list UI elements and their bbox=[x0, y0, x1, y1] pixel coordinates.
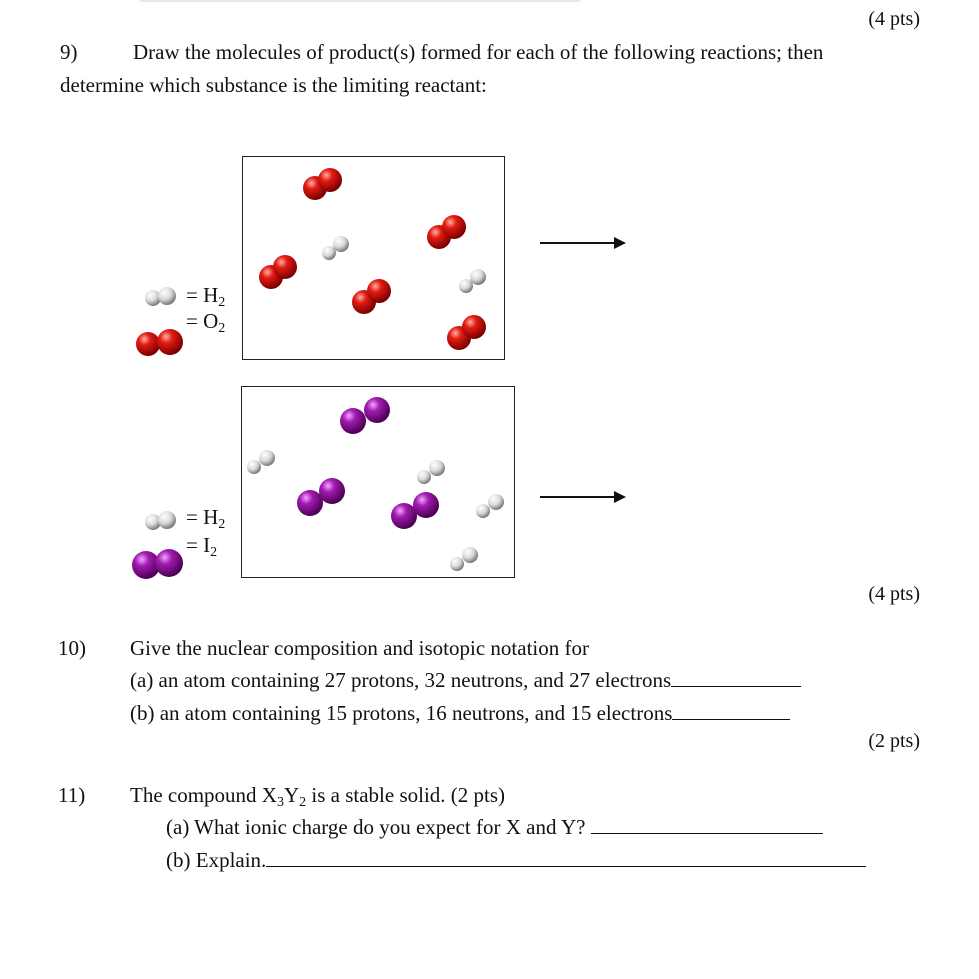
legend-i2-label: = $I_2$ bbox=[186, 533, 218, 560]
legend-o2-label: = $O_2$ bbox=[186, 309, 226, 336]
h2-molecule bbox=[247, 450, 275, 474]
q11-part-b: (b) Explain. bbox=[166, 848, 866, 873]
q9-points: (4 pts) bbox=[868, 8, 920, 30]
q11-stem: The compound $X_3Y_2$ is a stable solid. (2 pts) bbox=[130, 783, 506, 810]
i2-molecule bbox=[340, 397, 390, 434]
h2-molecule bbox=[459, 269, 486, 293]
h2-molecule bbox=[417, 460, 445, 484]
reaction-arrow-1 bbox=[540, 242, 624, 244]
q10-part-a-answer-blank[interactable] bbox=[671, 668, 801, 687]
q10-part-b-answer-blank[interactable] bbox=[672, 701, 790, 720]
legend-o2-molecule bbox=[132, 328, 188, 358]
reaction-arrow-2 bbox=[540, 496, 624, 498]
q11-part-a: (a) What ionic charge do you expect for X and Y? bbox=[166, 815, 823, 840]
legend-i2-molecule bbox=[128, 548, 188, 580]
cropped-top-text bbox=[140, 0, 580, 2]
q10-part-b: (b) an atom containing 15 protons, 16 neutrons, and 15 electrons bbox=[130, 701, 790, 726]
legend-h2-label-1: = $H_2$ bbox=[186, 283, 226, 310]
q10-text-line1: Give the nuclear composition and isotopic notation for bbox=[130, 636, 589, 660]
reaction-box-2 bbox=[241, 386, 515, 578]
reaction-box-2-molecules bbox=[242, 387, 516, 579]
q9-text-line1: Draw the molecules of product(s) formed for each of the following reactions; then bbox=[133, 40, 824, 64]
q11-number: 11) bbox=[58, 783, 86, 807]
o2-molecule bbox=[352, 279, 391, 314]
reaction-box-1 bbox=[242, 156, 505, 360]
o2-molecule bbox=[427, 215, 466, 249]
o2-molecule bbox=[303, 168, 342, 200]
legend-h2-label-2: = $H_2$ bbox=[186, 505, 226, 532]
h2-molecule bbox=[450, 547, 478, 571]
q11-points: (2 pts) bbox=[868, 730, 920, 752]
reaction-box-1-molecules bbox=[243, 157, 506, 361]
h2-molecule bbox=[322, 236, 349, 260]
q10-points: (4 pts) bbox=[868, 583, 920, 605]
legend-h2-molecule-1 bbox=[140, 284, 180, 308]
q9-text-line2: determine which substance is the limiting reactant: bbox=[60, 73, 487, 97]
i2-molecule bbox=[297, 478, 345, 516]
q9-number: 9) bbox=[60, 40, 78, 64]
q11-part-b-answer-blank[interactable] bbox=[266, 848, 866, 867]
q11-part-a-answer-blank[interactable] bbox=[591, 815, 823, 834]
q10-number: 10) bbox=[58, 636, 86, 660]
legend-h2-molecule-2 bbox=[140, 508, 180, 532]
i2-molecule bbox=[391, 492, 439, 529]
o2-molecule bbox=[447, 315, 486, 350]
o2-molecule bbox=[259, 255, 297, 289]
h2-molecule bbox=[476, 494, 504, 518]
q10-part-a: (a) an atom containing 27 protons, 32 neutrons, and 27 electrons bbox=[130, 668, 801, 693]
